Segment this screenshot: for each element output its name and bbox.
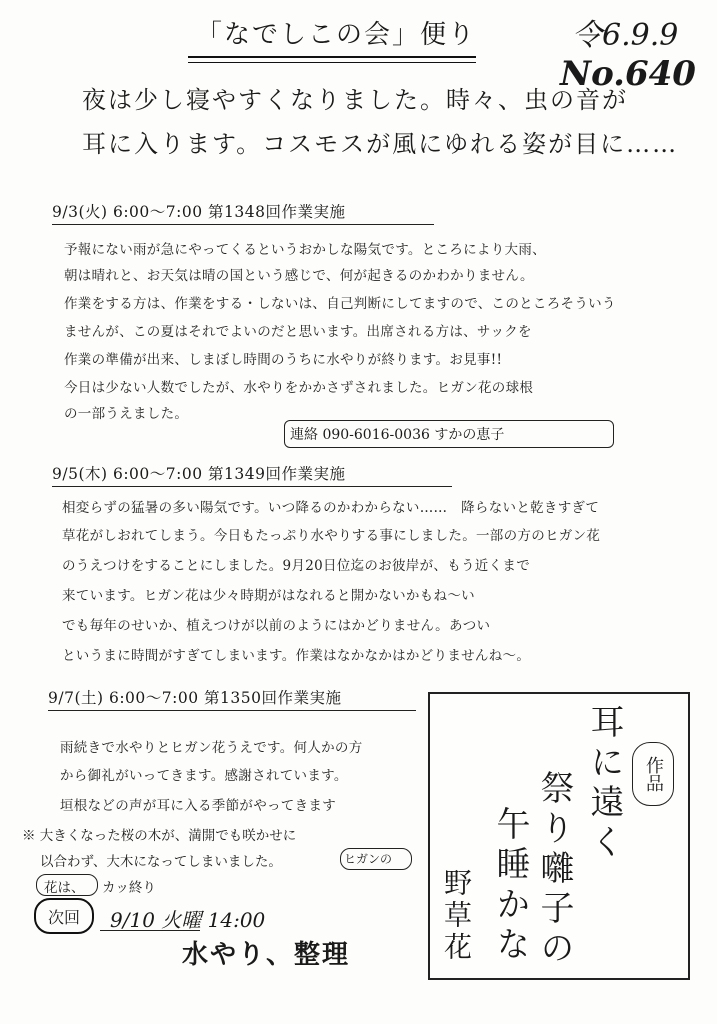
intro-line-2: 耳に入ります。コスモスが風にゆれる姿が目に…… xyxy=(82,130,679,158)
title-underline xyxy=(188,56,476,58)
section-line: 作業の準備が出来、しまぼし時間のうちに水やりが終ります。お見事!! xyxy=(64,352,503,368)
section-line: ませんが、この夏はそれでよいのだと思います。出席される方は、サックを xyxy=(64,324,532,340)
section-line: から御礼がいってきます。感謝されています。 xyxy=(60,768,348,784)
section-line: 来ています。ヒガン花は少々時期がはなれると開かないかもね〜い xyxy=(62,588,475,604)
note-tag-1: ヒガンの xyxy=(344,852,393,866)
note-line-1: ※ 大きくなった桜の木が、満開でも咲かせに xyxy=(22,828,297,844)
section-line: 垣根などの声が耳に入る季節がやってきます xyxy=(60,798,336,814)
section-line: の一部うえました。 xyxy=(64,406,189,422)
section-heading-rule xyxy=(52,486,452,487)
section-line: 朝は晴れと、お天気は晴の国という感じで、何が起きるのかわかりません。 xyxy=(64,268,534,284)
haiku-badge: 作品 xyxy=(632,742,674,806)
contact-info: 連絡 090-6016-0036 すかの恵子 xyxy=(290,427,505,443)
section-line: のうえつけをすることにしました。9月20日位迄のお彼岸が、もう近くまで xyxy=(62,558,530,574)
newsletter-title: 「なでしこの会」便り xyxy=(196,20,477,50)
next-meeting-task: 水やり、整理 xyxy=(182,940,351,970)
next-meeting-rule xyxy=(100,930,200,931)
issue-date: 令6.9.9 xyxy=(572,18,679,53)
section-heading: 9/7(土) 6:00〜7:00 第1350回作業実施 xyxy=(48,689,342,707)
haiku-author: 野草花 xyxy=(440,868,473,964)
section-line: 草花がしおれてしまう。今日もたっぷり水やりする事にしました。一部の方のヒガン花 xyxy=(62,528,601,544)
section-line: 予報にない雨が急にやってくるというおかしな陽気です。ところにより大雨、 xyxy=(64,242,546,258)
section-line: 雨続きで水やりとヒガン花うえです。何人かの方 xyxy=(60,740,363,756)
intro-line-1: 夜は少し寝やすくなりました。時々、虫の音が xyxy=(82,86,628,114)
section-line: というまに時間がすぎてしまいます。作業はなかなかはかどりませんね〜。 xyxy=(62,648,531,664)
section-heading-rule xyxy=(48,710,416,711)
section-heading: 9/3(火) 6:00〜7:00 第1348回作業実施 xyxy=(52,203,346,221)
section-line: 今日は少ない人数でしたが、水やりをかかさずされました。ヒガン花の球根 xyxy=(64,380,534,396)
next-meeting-badge: 次回 xyxy=(34,898,94,934)
section-line: でも毎年のせいか、植えつけが以前のようにはかどりません。あつい xyxy=(62,618,491,634)
note-line-3: 花は、 xyxy=(44,880,85,896)
note-tag-2: カッ終り xyxy=(102,880,156,896)
next-meeting-date: 9/10 火曜 14:00 xyxy=(110,908,266,932)
section-heading: 9/5(木) 6:00〜7:00 第1349回作業実施 xyxy=(52,465,346,483)
haiku-line-2: 祭り囃子の xyxy=(534,770,574,970)
note-line-2: 以合わず、大木になってしまいました。 xyxy=(40,854,282,870)
section-line: 相変らずの猛暑の多い陽気です。いつ降るのかわからない…… 降らないと乾きすぎて xyxy=(62,500,600,516)
issue-number: No.640 xyxy=(560,54,696,94)
section-line: 作業をする方は、作業をする・しないは、自己判断にしてますので、このところそういう xyxy=(64,296,616,312)
section-heading-rule xyxy=(52,224,434,225)
haiku-line-3: 午睡かな xyxy=(490,806,530,966)
title-underline-2 xyxy=(188,62,476,63)
haiku-line-1: 耳に遠く xyxy=(584,704,624,864)
